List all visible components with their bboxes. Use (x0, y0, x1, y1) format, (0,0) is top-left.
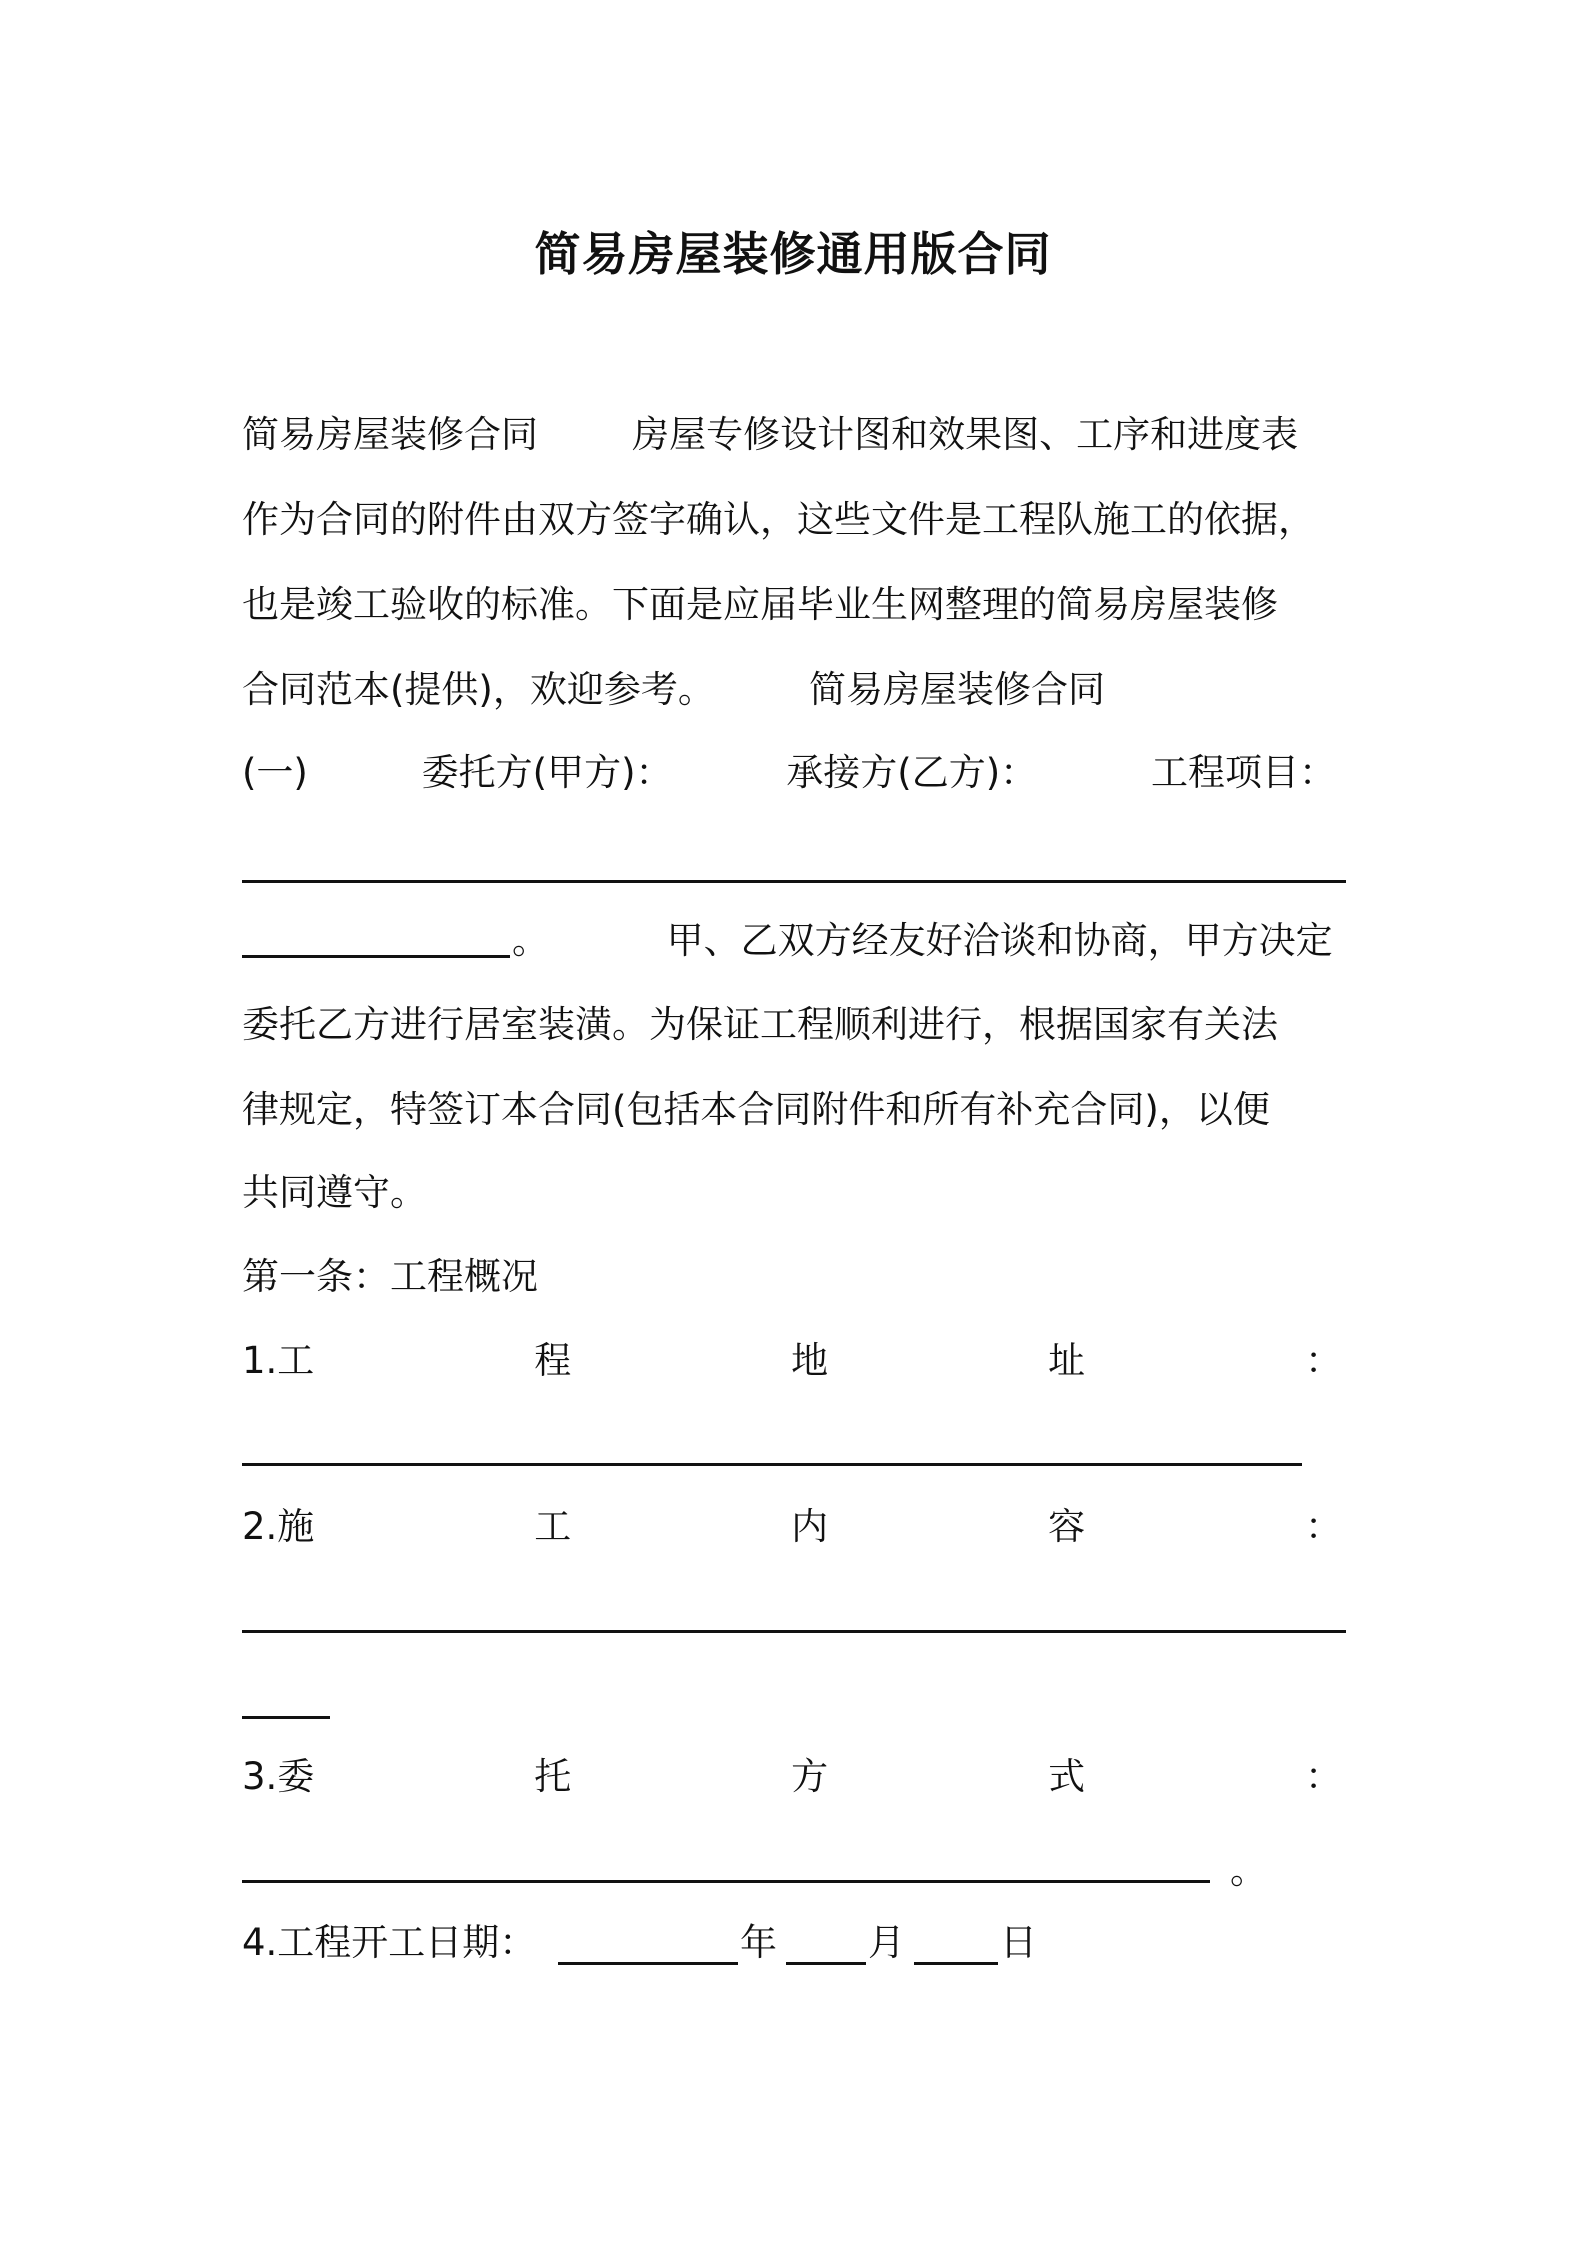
item1-row (242, 1336, 1342, 1386)
item3-part-5: ： (1305, 1755, 1342, 1798)
item2-part-2: 工 (534, 1505, 572, 1548)
article1-heading: 第一条：工程概况 (242, 1255, 538, 1298)
method-blank-line (242, 1880, 1210, 1883)
project-blank-line (242, 880, 1346, 883)
item3-part-4: 式 (1048, 1755, 1086, 1798)
year-blank (558, 1962, 738, 1965)
parties-number: (一) (242, 751, 308, 794)
item1-part-1: 1.工 (242, 1339, 315, 1382)
item1-part-3: 地 (791, 1339, 829, 1382)
day-blank (914, 1962, 998, 1965)
item2-part-4: 容 (1048, 1505, 1086, 1548)
item2-part-5: ： (1305, 1505, 1342, 1548)
body-line-2: 委托乙方进行居室装潢。为保证工程顺利进行，根据国家有关法 (242, 1003, 1278, 1046)
method-end-mark: 。 (1230, 1849, 1267, 1892)
item2-part-3: 内 (791, 1505, 829, 1548)
body-line-4: 共同遵守。 (242, 1171, 427, 1214)
content-blank-line (242, 1630, 1346, 1633)
address-blank-line (242, 1463, 1302, 1466)
body-line-3: 律规定，特签订本合同(包括本合同附件和所有补充合同)，以便 (242, 1088, 1270, 1131)
item3-part-3: 方 (791, 1755, 829, 1798)
item2-row (242, 1502, 1342, 1552)
client-party-label: 委托方(甲方)： (421, 751, 673, 794)
content-blank-line-short (242, 1716, 330, 1719)
intro-line-3: 也是竣工验收的标准。下面是应届毕业生网整理的简易房屋装修 (242, 583, 1278, 626)
item3-part-2: 托 (534, 1755, 572, 1798)
body-line-1: 。 甲、乙双方经友好洽谈和协商，甲方决定 (512, 919, 1333, 962)
document-title: 简易房屋装修通用版合同 (534, 227, 1052, 281)
month-blank (786, 1962, 866, 1965)
intro-line-1: 简易房屋装修合同 房屋专修设计图和效果图、工序和进度表 (242, 413, 1299, 456)
month-label: 月 (868, 1921, 905, 1964)
year-label: 年 (740, 1921, 777, 1964)
item1-part-4: 址 (1048, 1339, 1086, 1382)
start-date-label: 4.工程开工日期： (242, 1921, 537, 1964)
intro-line-4: 合同范本(提供)，欢迎参考。 简易房屋装修合同 (242, 668, 1105, 711)
parties-row (242, 748, 1336, 798)
item2-part-1: 2.施 (242, 1505, 315, 1548)
item1-part-2: 程 (534, 1339, 572, 1382)
day-label: 日 (1000, 1921, 1037, 1964)
contractor-party-label: 承接方(乙方)： (786, 751, 1038, 794)
intro-line-2: 作为合同的附件由双方签字确认，这些文件是工程队施工的依据， (242, 498, 1315, 541)
project-blank-line-short (242, 955, 510, 958)
item3-part-1: 3.委 (242, 1755, 315, 1798)
item3-row (242, 1752, 1342, 1802)
project-label: 工程项目： (1150, 751, 1336, 794)
item1-part-5: ： (1305, 1339, 1342, 1382)
